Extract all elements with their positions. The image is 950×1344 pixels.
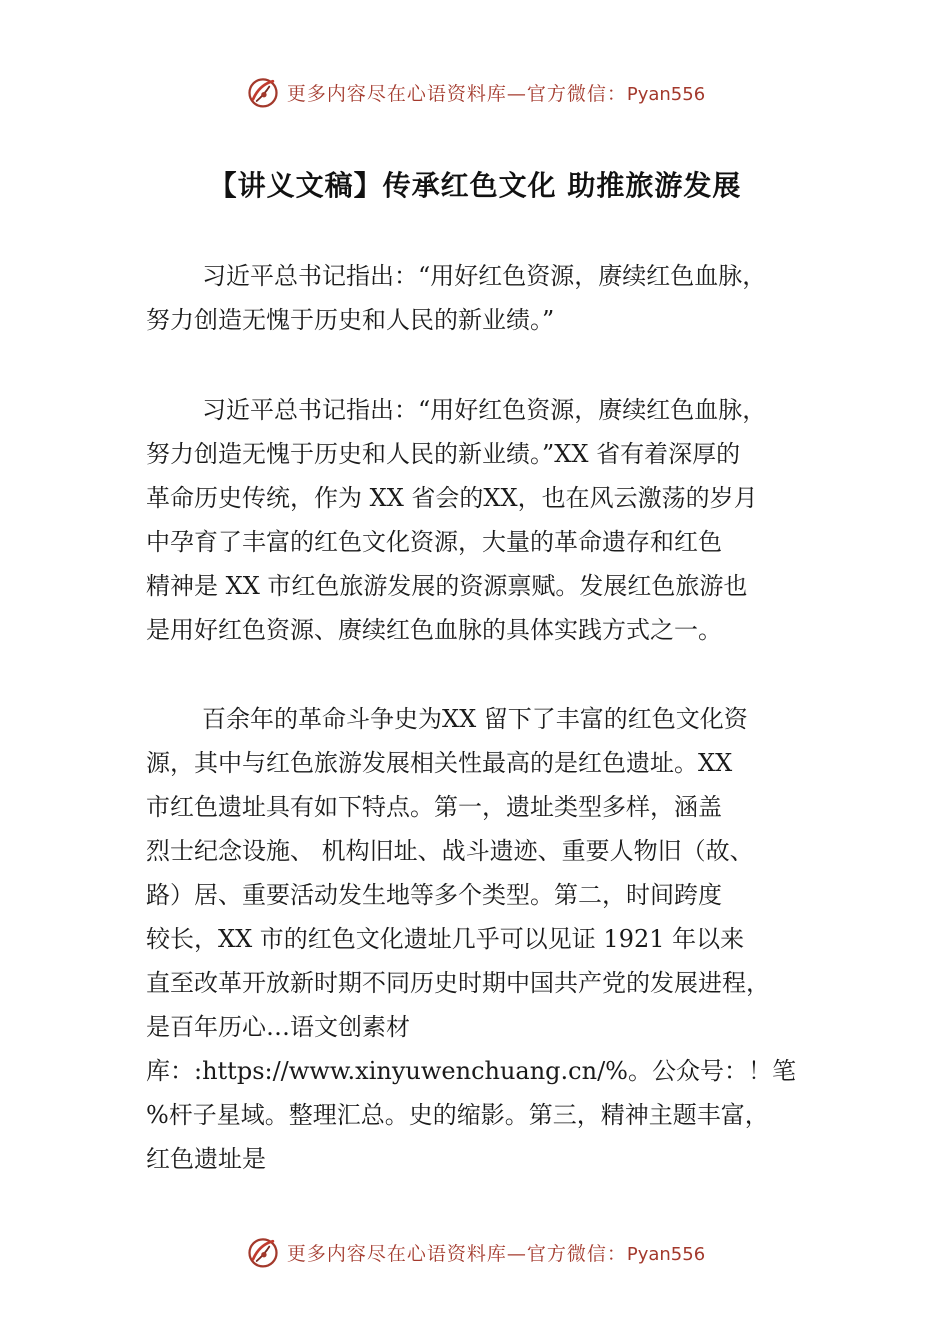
text-line: 市红色遗址具有如下特点。第一，遗址类型多样，涵盖: [146, 793, 722, 821]
footer-watermark-banner: [0, 1232, 950, 1272]
text-line: 路）居、重要活动发生地等多个类型。第二，时间跨度: [146, 881, 722, 909]
document-title: 【讲义文稿】传承红色文化 助推旅游发展: [208, 169, 742, 202]
text-line: 中孕育了丰富的红色文化资源，大量的革命遗存和红色: [146, 528, 722, 556]
text-line: %杆子星域。整理汇总。史的缩影。第三，精神主题丰富，: [146, 1101, 769, 1129]
watermark-text: 更多内容尽在心语资料库—官方微信：Pyan556: [286, 1242, 706, 1265]
text-line: 是百年历心…语文创素材: [146, 1013, 410, 1041]
header-watermark-banner: [0, 72, 950, 112]
text-line: 习近平总书记指出：“用好红色资源，赓续红色血脉，: [202, 396, 767, 424]
paragraph-2: [146, 388, 846, 652]
text-line: 努力创造无愧于历史和人民的新业绩。”: [146, 306, 555, 334]
brand-logo-icon: [245, 1234, 281, 1270]
text-line: 习近平总书记指出：“用好红色资源，赓续红色血脉，: [202, 262, 767, 290]
paragraph-3: [146, 697, 846, 1181]
text-line: 是用好红色资源、赓续红色血脉的具体实践方式之一。: [146, 616, 722, 644]
text-line: 源，其中与红色旅游发展相关性最高的是红色遗址。XX: [146, 749, 733, 777]
wechat-id: Pyan556: [626, 1243, 706, 1265]
text-line: 烈士纪念设施、 机构旧址、战斗遗迹、重要人物旧（故、: [146, 837, 754, 865]
text-line: 库：:https://www.xinyuwenchuang.cn/%。公众号：！笔: [146, 1057, 796, 1085]
wechat-id: Pyan556: [626, 83, 706, 105]
text-line: 精神是 XX 市红色旅游发展的资源禀赋。发展红色旅游也: [146, 572, 748, 600]
text-line: 努力创造无愧于历史和人民的新业绩。”XX 省有着深厚的: [146, 440, 741, 468]
text-line: 革命历史传统，作为 XX 省会的XX，也在风云激荡的岁月: [146, 484, 758, 512]
watermark-text: 更多内容尽在心语资料库—官方微信：Pyan556: [286, 82, 706, 105]
brand-logo-icon: [245, 74, 281, 110]
text-line: 百余年的革命斗争史为XX 留下了丰富的红色文化资: [202, 705, 748, 733]
text-line: 红色遗址是: [146, 1145, 266, 1173]
text-line: 较长，XX 市的红色文化遗址几乎可以见证 1921 年以来: [146, 925, 745, 953]
paragraph-1: [146, 254, 846, 342]
text-line: 直至改革开放新时期不同历史时期中国共产党的发展进程，: [146, 969, 770, 997]
